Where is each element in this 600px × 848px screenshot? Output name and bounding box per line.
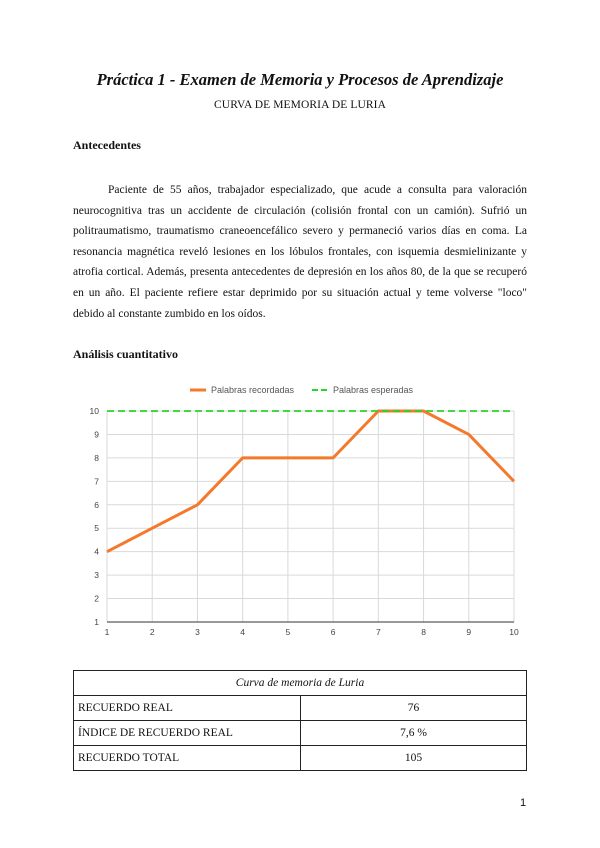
y-tick-label: 7 [94,476,99,487]
table-caption-row [74,671,527,696]
x-tick-label: 2 [149,627,155,637]
y-tick-label: 9 [94,429,99,440]
y-tick-label: 6 [94,499,99,510]
memory-curve-chart [80,378,530,643]
row-label-recuerdo-total: RECUERDO TOTAL [74,746,301,771]
table-row [74,696,527,721]
y-tick-label: 10 [89,406,99,416]
legend-label: Palabras esperadas [333,385,414,395]
section-heading-analisis: Análisis cuantitativo [73,347,179,361]
y-tick-label: 2 [94,593,99,604]
y-tick-label: 5 [94,523,99,534]
table-row [74,721,527,746]
legend-label: Palabras recordadas [211,385,295,395]
y-tick-label: 4 [94,546,99,557]
x-tick-label: 1 [104,627,110,637]
y-tick-label: 3 [94,570,99,581]
row-value-recuerdo-real: 76 [301,696,527,721]
x-tick-label: 8 [421,627,426,637]
page-title: Práctica 1 - Examen de Memoria y Procesos de Aprendizaje [96,70,504,89]
section-heading-antecedentes: Antecedentes [73,138,141,152]
x-tick-label: 4 [240,627,246,637]
y-tick-label: 1 [94,617,99,627]
x-tick-label: 7 [375,627,381,637]
row-value-indice: 7,6 % [301,721,527,746]
row-label-recuerdo-real: RECUERDO REAL [74,696,301,721]
x-tick-label: 6 [330,627,336,637]
antecedentes-paragraph: Paciente de 55 años, trabajador especializado, que acude a consulta para valoración neurocognitiva tras un accidente de circulación (colisión frontal con un camión). Sufrió un politraumatismo, traumatismo craneoencefálico severo y permaneció varios días en coma. La resonancia magnética reveló lesiones en los lóbulos frontales, con isquemia desmielinizante y atrofia cortical. Además, presenta antecedentes de depresión en los años 80, de la que se recuperó en un año. El paciente refiere estar deprimido por su situación actual y teme volverse "loco" debido al constante zumbido en los oídos. [73,184,527,320]
page-subtitle: CURVA DE MEMORIA DE LURIA [214,99,386,111]
x-tick-label: 10 [509,627,519,637]
x-tick-label: 3 [195,627,200,637]
page-number: 1 [520,797,527,809]
x-tick-label: 5 [285,627,291,637]
row-label-indice: ÍNDICE DE RECUERDO REAL [74,721,301,746]
y-tick-label: 8 [94,452,99,463]
luria-summary-table [73,670,527,771]
row-value-recuerdo-total: 105 [301,746,527,771]
x-tick-label: 9 [466,627,472,637]
table-caption: Curva de memoria de Luria [74,671,527,696]
table-row [74,746,527,771]
